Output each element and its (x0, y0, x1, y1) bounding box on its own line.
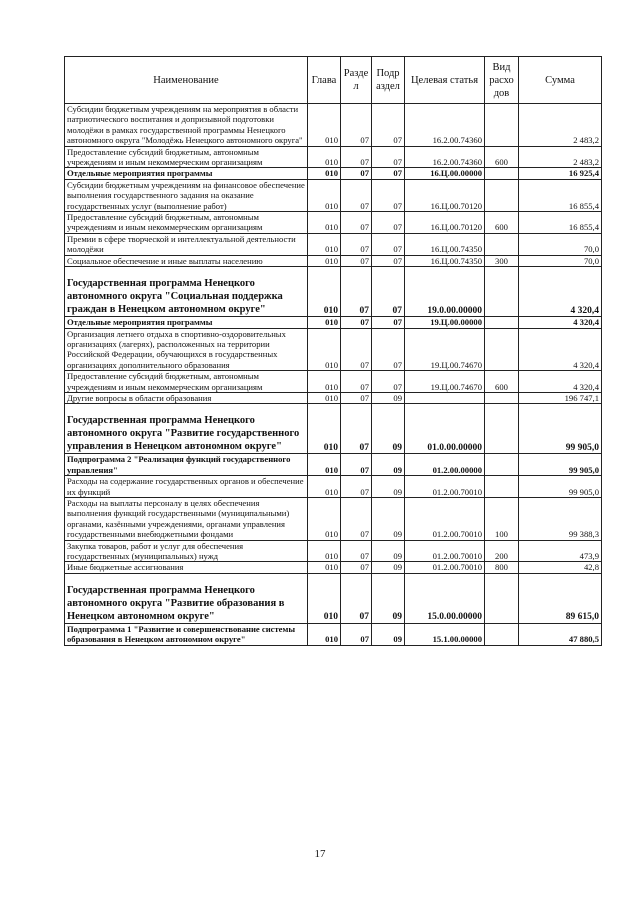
row-subsection-cell: 09 (372, 623, 405, 645)
row-subsection-cell: 07 (372, 212, 405, 234)
row-amount-cell: 70,0 (519, 233, 602, 255)
header-target: Целевая статья (405, 57, 485, 104)
row-amount-cell: 99 905,0 (519, 454, 602, 476)
row-subsection-cell: 07 (372, 104, 405, 147)
row-section-cell: 07 (341, 371, 372, 393)
row-section-cell: 07 (341, 476, 372, 498)
row-name-cell: Расходы на выплаты персоналу в целях обеспечения выполнения функций государственными (муниципальными) органами, казёнными учреждениями, органами управления государственными внебюджетными фондами (65, 497, 308, 540)
row-section-cell: 07 (341, 233, 372, 255)
row-name-cell: Подпрограмма 2 "Реализация функций государственного управления" (65, 454, 308, 476)
row-target-cell: 15.1.00.00000 (405, 623, 485, 645)
row-chapter-cell: 010 (308, 328, 341, 371)
row-name-cell: Предоставление субсидий бюджетным, автономным учреждениям и иным некоммерческим организациям (65, 371, 308, 393)
row-target-cell: 19.Ц.00.74670 (405, 328, 485, 371)
row-target-cell: 16.Ц.00.74350 (405, 233, 485, 255)
row-target-cell: 01.2.00.00000 (405, 454, 485, 476)
row-chapter-cell: 010 (308, 497, 341, 540)
row-expense-type-cell (485, 476, 519, 498)
page-number: 17 (314, 848, 326, 860)
row-name-cell: Государственная программа Ненецкого автономного округа "Развитие образования в Ненецком автономном округе" (65, 573, 308, 623)
table-row (65, 562, 602, 573)
row-expense-type-cell: 200 (485, 540, 519, 562)
row-target-cell: 16.2.00.74360 (405, 104, 485, 147)
row-chapter-cell: 010 (308, 371, 341, 393)
row-subsection-cell: 07 (372, 146, 405, 168)
table-body (65, 104, 602, 646)
table-row (65, 179, 602, 211)
row-amount-cell: 89 615,0 (519, 573, 602, 623)
row-amount-cell: 4 320,4 (519, 371, 602, 393)
header-chapter: Глава (308, 57, 341, 104)
row-name-cell: Государственная программа Ненецкого автономного округа "Развитие государственного управления в Ненецком автономном округе" (65, 404, 308, 454)
budget-table-container (64, 56, 601, 646)
row-name-cell: Государственная программа Ненецкого автономного округа "Социальная поддержка граждан в Ненецком автономном округе" (65, 267, 308, 317)
row-expense-type-cell (485, 104, 519, 147)
row-chapter-cell: 010 (308, 317, 341, 328)
row-name-cell: Предоставление субсидий бюджетным, автономным учреждениям и иным некоммерческим организациям (65, 146, 308, 168)
table-row (65, 371, 602, 393)
table-row (65, 104, 602, 147)
row-name-cell: Социальное обеспечение и иные выплаты населению (65, 255, 308, 266)
row-expense-type-cell (485, 573, 519, 623)
table-row (65, 476, 602, 498)
row-chapter-cell: 010 (308, 476, 341, 498)
row-chapter-cell: 010 (308, 623, 341, 645)
row-subsection-cell: 07 (372, 233, 405, 255)
header-name: Наименование (65, 57, 308, 104)
row-section-cell: 07 (341, 623, 372, 645)
row-target-cell: 16.Ц.00.70120 (405, 179, 485, 211)
row-target-cell: 16.Ц.00.70120 (405, 212, 485, 234)
table-row (65, 267, 602, 317)
row-target-cell: 01.2.00.70010 (405, 540, 485, 562)
row-amount-cell: 16 855,4 (519, 212, 602, 234)
row-chapter-cell: 010 (308, 104, 341, 147)
row-chapter-cell: 010 (308, 404, 341, 454)
row-name-cell: Премии в сфере творческой и интеллектуальной деятельности молодёжи (65, 233, 308, 255)
row-section-cell: 07 (341, 573, 372, 623)
row-subsection-cell: 07 (372, 328, 405, 371)
row-target-cell: 01.0.00.00000 (405, 404, 485, 454)
row-chapter-cell: 010 (308, 212, 341, 234)
row-amount-cell: 47 880,5 (519, 623, 602, 645)
row-target-cell: 19.Ц.00.74670 (405, 371, 485, 393)
header-amount: Сумма (519, 57, 602, 104)
table-row (65, 328, 602, 371)
row-target-cell (405, 392, 485, 403)
row-section-cell: 07 (341, 146, 372, 168)
row-subsection-cell: 09 (372, 573, 405, 623)
row-expense-type-cell (485, 233, 519, 255)
table-header-row (65, 57, 602, 104)
row-section-cell: 07 (341, 267, 372, 317)
row-expense-type-cell (485, 454, 519, 476)
row-subsection-cell: 07 (372, 168, 405, 179)
row-section-cell: 07 (341, 404, 372, 454)
row-name-cell: Субсидии бюджетным учреждениям на финансовое обеспечение выполнения государственного задания на оказание государственных услуг (выполнение работ) (65, 179, 308, 211)
table-row (65, 392, 602, 403)
row-chapter-cell: 010 (308, 454, 341, 476)
row-name-cell: Другие вопросы в области образования (65, 392, 308, 403)
row-expense-type-cell (485, 328, 519, 371)
row-subsection-cell: 07 (372, 317, 405, 328)
row-section-cell: 07 (341, 562, 372, 573)
row-target-cell: 19.Ц.00.00000 (405, 317, 485, 328)
header-section: Разде л (341, 57, 372, 104)
row-expense-type-cell: 100 (485, 497, 519, 540)
row-subsection-cell: 07 (372, 267, 405, 317)
row-expense-type-cell (485, 179, 519, 211)
row-amount-cell: 16 855,4 (519, 179, 602, 211)
row-expense-type-cell (485, 317, 519, 328)
row-amount-cell: 42,8 (519, 562, 602, 573)
row-name-cell: Субсидии бюджетным учреждениям на мероприятия в области патриотического воспитания и допризывной подготовки молодёжи в рамках государственной программы Ненецкого автономного округа "Молодёжь Ненецкого автономного округа" (65, 104, 308, 147)
row-chapter-cell: 010 (308, 392, 341, 403)
row-chapter-cell: 010 (308, 267, 341, 317)
row-section-cell: 07 (341, 104, 372, 147)
row-amount-cell: 2 483,2 (519, 146, 602, 168)
row-subsection-cell: 07 (372, 371, 405, 393)
row-chapter-cell: 010 (308, 540, 341, 562)
row-chapter-cell: 010 (308, 255, 341, 266)
row-name-cell: Организация летнего отдыха в спортивно-оздоровительных организациях (лагерях), расположенных на территории Российской Федерации, обучающихся в государственных организациях дополнительного образования (65, 328, 308, 371)
table-row (65, 212, 602, 234)
row-name-cell: Отдельные мероприятия программы (65, 168, 308, 179)
row-chapter-cell: 010 (308, 573, 341, 623)
row-chapter-cell: 010 (308, 233, 341, 255)
table-row (65, 540, 602, 562)
header-subsection: Подр аздел (372, 57, 405, 104)
row-amount-cell: 4 320,4 (519, 317, 602, 328)
row-expense-type-cell: 600 (485, 146, 519, 168)
row-amount-cell: 2 483,2 (519, 104, 602, 147)
row-target-cell: 01.2.00.70010 (405, 476, 485, 498)
row-subsection-cell: 09 (372, 392, 405, 403)
row-section-cell: 07 (341, 392, 372, 403)
row-section-cell: 07 (341, 168, 372, 179)
row-expense-type-cell (485, 267, 519, 317)
row-subsection-cell: 09 (372, 540, 405, 562)
table-row (65, 497, 602, 540)
row-name-cell: Иные бюджетные ассигнования (65, 562, 308, 573)
header-expense-type: Вид расхо дов (485, 57, 519, 104)
row-section-cell: 07 (341, 255, 372, 266)
row-target-cell: 01.2.00.70010 (405, 497, 485, 540)
table-row (65, 317, 602, 328)
row-subsection-cell: 07 (372, 255, 405, 266)
table-row (65, 454, 602, 476)
row-chapter-cell: 010 (308, 146, 341, 168)
budget-table (64, 56, 602, 646)
row-target-cell: 01.2.00.70010 (405, 562, 485, 573)
row-name-cell: Закупка товаров, работ и услуг для обеспечения государственных (муниципальных) нужд (65, 540, 308, 562)
row-expense-type-cell: 600 (485, 371, 519, 393)
table-row (65, 623, 602, 645)
row-expense-type-cell (485, 392, 519, 403)
row-section-cell: 07 (341, 212, 372, 234)
table-row (65, 404, 602, 454)
row-name-cell: Подпрограмма 1 "Развитие и совершенствование системы образования в Ненецком автономном округе" (65, 623, 308, 645)
row-amount-cell: 196 747,1 (519, 392, 602, 403)
row-amount-cell: 70,0 (519, 255, 602, 266)
row-amount-cell: 99 905,0 (519, 404, 602, 454)
table-row (65, 233, 602, 255)
row-subsection-cell: 09 (372, 454, 405, 476)
table-row (65, 255, 602, 266)
row-section-cell: 07 (341, 540, 372, 562)
row-chapter-cell: 010 (308, 179, 341, 211)
row-target-cell: 19.0.00.00000 (405, 267, 485, 317)
row-expense-type-cell: 800 (485, 562, 519, 573)
row-amount-cell: 99 905,0 (519, 476, 602, 498)
row-section-cell: 07 (341, 328, 372, 371)
row-amount-cell: 4 320,4 (519, 328, 602, 371)
row-section-cell: 07 (341, 454, 372, 476)
row-target-cell: 16.Ц.00.00000 (405, 168, 485, 179)
row-section-cell: 07 (341, 179, 372, 211)
row-name-cell: Предоставление субсидий бюджетным, автономным учреждениям и иным некоммерческим организациям (65, 212, 308, 234)
row-section-cell: 07 (341, 497, 372, 540)
table-row (65, 573, 602, 623)
row-name-cell: Отдельные мероприятия программы (65, 317, 308, 328)
row-chapter-cell: 010 (308, 562, 341, 573)
row-section-cell: 07 (341, 317, 372, 328)
table-row (65, 168, 602, 179)
row-name-cell: Расходы на содержание государственных органов и обеспечение их функций (65, 476, 308, 498)
row-target-cell: 15.0.00.00000 (405, 573, 485, 623)
row-subsection-cell: 09 (372, 404, 405, 454)
row-subsection-cell: 07 (372, 179, 405, 211)
row-expense-type-cell (485, 404, 519, 454)
row-expense-type-cell: 300 (485, 255, 519, 266)
row-amount-cell: 16 925,4 (519, 168, 602, 179)
row-expense-type-cell (485, 168, 519, 179)
row-amount-cell: 4 320,4 (519, 267, 602, 317)
row-target-cell: 16.Ц.00.74350 (405, 255, 485, 266)
row-expense-type-cell: 600 (485, 212, 519, 234)
row-amount-cell: 473,9 (519, 540, 602, 562)
row-subsection-cell: 09 (372, 476, 405, 498)
row-amount-cell: 99 388,3 (519, 497, 602, 540)
row-chapter-cell: 010 (308, 168, 341, 179)
table-row (65, 146, 602, 168)
row-expense-type-cell (485, 623, 519, 645)
row-subsection-cell: 09 (372, 497, 405, 540)
row-target-cell: 16.2.00.74360 (405, 146, 485, 168)
row-subsection-cell: 09 (372, 562, 405, 573)
